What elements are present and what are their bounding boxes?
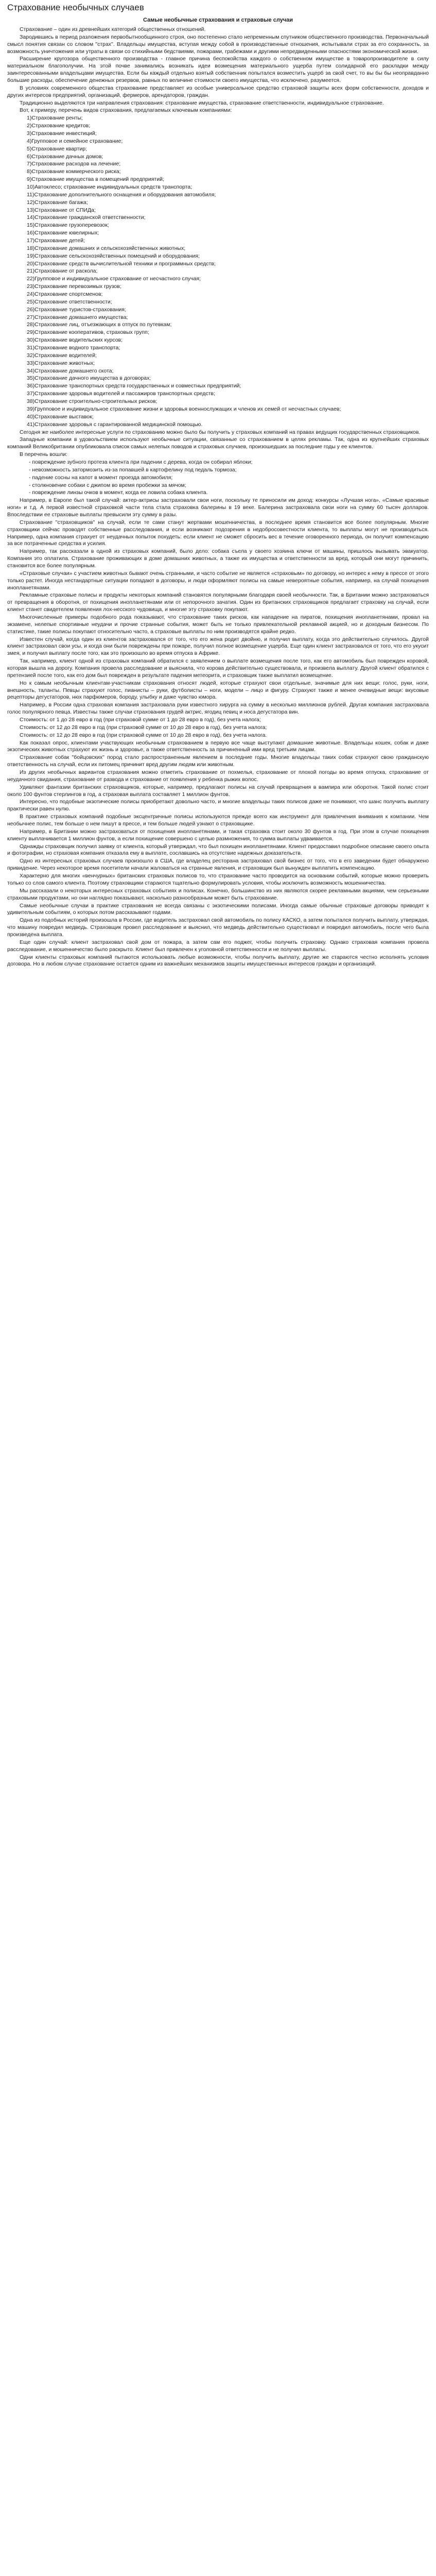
list-item: 13)Страхование от СПИДа; bbox=[27, 207, 96, 213]
list-item: 38)Страхование строительно-строительных рисков; bbox=[27, 398, 158, 405]
list-item: 1)Страхование ренты; bbox=[27, 115, 83, 122]
paragraph: Стоимость: от 1 до 28 евро в год (при страховой сумме от 1 до 28 евро в год), без учета налога; bbox=[20, 717, 261, 723]
paragraph: Еще один случай: клиент застраховал свой дом от пожара, а затем сам его поджег, чтобы получить страховку. Однако страховая компания провела расследование, и мошенничество было раскрыто. Клиент был привлечен к уголовной ответственности и не получил выплаты. bbox=[7, 939, 429, 953]
list-item: 35)Страхование дачного имущества в договорах; bbox=[27, 375, 151, 382]
list-item: 21)Страхование от раскола; bbox=[27, 268, 98, 275]
list-item: 9)Страхование имущества в помещений предприятий; bbox=[27, 176, 164, 183]
paragraph: Мы рассказали о некоторых интересных страховых событиях и полисах. Конечно, большинство из них являются скорее рекламными акциями, чем серьезными страховыми продуктами, но они наглядно показывают, насколько разнообразным может быть страхование. bbox=[7, 887, 429, 901]
list-item: 41)Страхование здоровья с гарантированной медицинской помощью. bbox=[27, 421, 203, 428]
paragraph: Интересно, что подобные экзотические полисы приобретают довольно часто, и многие владельцы таких полисов даже не понимают, что шанс получить выплату практически равен нулю. bbox=[7, 799, 429, 812]
paragraph: Рекламные страховые полисы и продукты некоторых компаний становятся популярными благодаря своей необычности. Так, в Британии можно застраховаться от превращения в оборотня, от похищения инопланетянами или от непорочного зачатия. Один из британских страховщиков предлагает страховку на случай, если клиент станет свидетелем появления лох-несского чудовища, и многие эту страховку покупают. bbox=[7, 592, 429, 613]
list-item: 19)Страхование сельскохозяйственных помещений и оборудования; bbox=[27, 252, 200, 259]
paragraph: Одни клиенты страховых компаний пытаются использовать любые возможности, чтобы получить выплату, другие же стараются честно исполнять условия договора. Но в любом случае страхование остается одним из важнейших механизмов защиты имущественных интересов граждан и организаций. bbox=[7, 954, 429, 968]
sublist-item: - невозможность затормозить из-за попавшей в картофелину под педаль тормоза; bbox=[29, 466, 237, 473]
list-item: 2)Страхование кредитов; bbox=[27, 123, 91, 129]
paragraph: Например, в Британии можно застраховаться от похищения инопланетянами, и такая страховка стоит около 30 фунтов в год. При этом в случае похищения клиенту выплачивается 1 миллион фунтов, а если похищение совершено с целью размножения, то сумма выплаты удваивается. bbox=[7, 828, 429, 842]
list-item: 15)Страхование грузоперевозок; bbox=[27, 222, 109, 229]
document-page bbox=[0, 0, 436, 974]
sublist-item: - столкновение собаки с джипом во время пробежки за мячом; bbox=[29, 482, 186, 488]
sublist-item: - повреждение зубного протеза клиента при падении с дерева, когда он собирал яблоки; bbox=[29, 459, 253, 465]
paragraph: Расширение кругозора общественного производства - главное причина беспокойства каждого о собственном имуществе в товаропроизводителе в силу материальном благополучии. На этой почве занимались возникать идеи возмещения материального ущерба путем солидарной его раскладки между заинтересованными владельцами имущества. Если бы каждый отдельно взятый собственник попытался возместить ущерб за свой счет, то вы бы бы неоправданно большие расходы, обеспечение денежных резервов, равных по величине стоимости своего имущества, что исключено, разумеется. bbox=[7, 56, 429, 83]
list-item: 28)Страхование лиц, отъезжающих в отпуск по путевкам; bbox=[27, 321, 172, 328]
paragraph: Так, например, клиент одной из страховых компаний обратился с заявлением о выплате возмещения после того, как его автомобиль был поврежден коровой, которая вышла на дорогу. Компания провела расследование и выяснила, что корова действительно существовала, и произвела выплату. Другой клиент обратился с претензией после того, как его дом был поврежден в результате падения метеорита, и страховщик также выплатил возмещение. bbox=[7, 658, 429, 679]
list-item: 36)Страхование транспортных средств государственных и совместных предприятий; bbox=[27, 383, 241, 389]
paragraph: Например, в Европе был такой случай: актер-актрисы застраховали свои ноги, поскольку те приносили им доход: конкурсы «Лучшая нога», «Самые красивые ноги» и т.д. А первой известной страховкой части тела стала страховка балерины в 19 веке. Балерина застраховала свои ноги на сумму 60 тысяч долларов. Впоследствии ее страховые выплаты превысили эту сумму в разы. bbox=[7, 497, 429, 518]
list-item: 10)Автоклесо; страхование индивидуальных средств транспорта; bbox=[27, 184, 193, 190]
paragraph: В условиях современного общества страхование представляет из особые универсальное средство страховой защиты всех форм собственности, доходов и других интересов предприятий, организаций, фермеров, арендаторов, граждан. bbox=[7, 84, 429, 98]
list-item: 37)Страхование здоровья водителей и пассажиров транспортных средств; bbox=[27, 391, 215, 397]
list-item: 16)Страхование ювелирных; bbox=[27, 230, 99, 236]
paragraph: Страхование собак "бойцовских" пород стало распространенным явлением в последние годы. Многие владельцы таких собак страхуют свою гражданскую ответственность на случай, если их питомец причинит вред другим людям или животным. bbox=[7, 754, 429, 768]
paragraph: Сегодня же наиболее интересные услуги по страхованию можно было бы получить у страховых компаний на правах ведущих государственных страховщиков. bbox=[20, 429, 421, 435]
paragraph: Удивляют фантазии британских страховщиков, которые, например, предлагают полисы на случай превращения в вампира или оборотня. Такой полис стоит около 100 фунтов стерлингов в год, а страховая выплата составляет 1 миллион фунтов. bbox=[7, 784, 429, 798]
paragraph: Страхование – один из древнейших категорий общественных отношений. bbox=[20, 26, 206, 32]
paragraph: Однажды страховщик получил заявку от клиента, который утверждал, что был похищен инопланетянами. Клиент предоставил подробное описание своего опыта и фотографии, но страховая компания отказала ему в выплате, сославшись на отсутствие надежных доказательств. bbox=[7, 843, 429, 857]
article-subtitle: Самые необычные страхования и страховые случаи bbox=[143, 17, 293, 24]
list-item: 5)Страхование квартир; bbox=[27, 145, 88, 152]
list-item: 11)Страхование дополнительного оснащения и оборудования автомобиля; bbox=[27, 191, 216, 198]
sublist-item: - падение сосны на капот в момент проезда автомобиля; bbox=[29, 474, 173, 481]
paragraph: Зародившись в период разложения первобытнообщинного строя, оно постепенно стало непременным спутником общественного производства. Первоначальный смысл понятия связан со словом "страх". Владельцы имущества, вступая между собой в производственные отношения, испытывали страх за его сохранность, за возможность уничтожения или утраты в связи со стихийными бедствиями, пожарами, грабежами и другими непредвиденными опасностями экономической жизни. bbox=[7, 33, 429, 55]
paragraph: Как показал опрос, клиентами участвующих необычным страхованием в первую все чаще выступают домашние животные. Владельцы кошек, собак и даже экзотических животных страхуют их жизнь и здоровье, а также ответственность за причиненный ими вред третьим лицам. bbox=[7, 739, 429, 753]
paragraph: «Страховые случаи» с участием животных бывают очень странными, и часто событие не является «страховым» по договору, но интерес к нему в прессе от этого только растет. Иногда нестандартные ситуации попадают в договоры, и люди оформляют полисы на самые невероятные события, например, на случай похищения инопланетянами. bbox=[7, 570, 429, 591]
paragraph: Одно из интересных страховых случаев произошло в США, где владелец ресторана застраховал свой бизнес от того, что в его заведении будет обнаружено привидение. Через некоторое время посетители начали жаловаться на странные явления, и страховщик был вынужден выплатить компенсацию. bbox=[7, 858, 429, 872]
list-item: 4)Групповое и семейное страхование; bbox=[27, 138, 123, 144]
paragraph: Одна из подобных историй произошла в России, где водитель застраховал свой автомобиль по полису КАСКО, а затем попытался получить выплату, утверждая, что машину повредил медведь. Страховщик провел расследование и выяснил, что медведь действительно существовал и повредил автомобиль, после чего была произведена выплата. bbox=[7, 917, 429, 938]
paragraph: Характерно для многих «венчурных» британских страховых полисов то, что страхование часто проводится на основании событий, которые можно проверить только со слов самого клиента. Поэтому страховщики стараются тщательно формулировать условия, чтобы исключить возможность мошенничества. bbox=[7, 873, 429, 886]
list-item: 32)Страхование водителей; bbox=[27, 352, 97, 359]
list-item: 26)Страхование туристов-страхования; bbox=[27, 306, 126, 313]
paragraph: Самые необычные случаи в практике страхования не всегда связаны с экзотическими полисами. Иногда самые обычные страховые договоры приводят к удивительным событиям, о которых потом рассказывают годами. bbox=[7, 902, 429, 916]
paragraph: Западные компании в удовольствием используют необычные ситуации, связанные со страхованием в целях рекламы. Так, одна из крупнейших страховых компаний Великобритании опубликовала список самых нелепых поводов и страховых случаев, произошедших за последние годы у ее клиентов. bbox=[7, 436, 429, 450]
paragraph: Страхование "страховщиков" на случай, если те сами станут жертвами мошенничества, в последнее время становится все более популярным. Многие страховщики сейчас проводят собственные расследования, и если возникают подозрения в недобросовестности клиента, то выплаты могут не производиться. Например, одна компания страхует от неудачных попыток похудеть: если клиент не сможет сбросить вес в течение оговоренного периода, он получит компенсацию за все потраченные средства и усилия. bbox=[7, 519, 429, 547]
list-item: 34)Страхование домашнего скота; bbox=[27, 367, 114, 374]
paragraph: Традиционно выделяются три направления страхования: страхование имущества, страхование ответственности, индивидуальное страхование. bbox=[20, 99, 384, 106]
paragraph: Известен случай, когда один из клиентов застраховался от того, что его жена родит двойню, и получил выплату, когда это действительно случилось. Другой клиент застраховал свои усы, и когда они были повреждены при пожаре, получил полное возмещение ущерба. Еще один клиент застраховался от того, что его укусит змея, и получил выплату после того, как это произошло во время отпуска в Африке. bbox=[7, 636, 429, 657]
list-item: 30)Страхование водительских курсов; bbox=[27, 337, 123, 344]
paragraph: Вот, к примеру, перечень видов страхования, предлагаемых ключевым компаниями: bbox=[20, 107, 232, 114]
paragraph: Например, так рассказали в одной из страховых компаний, было дело: собака съела у своего хозяина ключи от машины, пришлось вызывать эвакуатор. Компания это оплатила. Страхование проживающих в доме домашних животных, а также их имущества и ответственности за вред, который они могут причинить, становится все более популярным. bbox=[7, 548, 429, 569]
list-item: 40)Страхование выставок; bbox=[27, 413, 94, 420]
list-item: 3)Страхование инвестиций; bbox=[27, 130, 97, 137]
list-item: 18)Страхование домашних и сельскохозяйственных животных; bbox=[27, 245, 186, 251]
paragraph: Стоимость: от 12 до 28 евро в год (при страховой сумме от 10 до 28 евро в год), без учета налога; bbox=[20, 724, 267, 731]
list-item: 24)Страхование спортсменов; bbox=[27, 291, 103, 298]
article-body bbox=[7, 26, 429, 968]
list-item: 39)Групповое и индивидуальное страхование жизни и здоровья военнослужащих и членов их семей от несчастных случаев; bbox=[27, 405, 341, 412]
paragraph: В практике страховых компаний подобные эксцентричные полисы используются прежде всего как инструмент для привлечения внимания к компании. Чем необычнее полис, тем больше о нем пишут в прессе, и тем больше людей узнают о страховщике. bbox=[7, 814, 429, 827]
list-item: 8)Страхование коммерческого риска; bbox=[27, 168, 121, 175]
sublist-item: - повреждение линзы очков в момент, когда ее ловила собака клиента. bbox=[29, 489, 208, 496]
paragraph: Стоимость: от 12 до 28 евро в год (при страховой сумме от 10 до 28 евро в год), без учета налога. bbox=[20, 732, 267, 738]
list-item: 23)Страхование перевозимых грузов; bbox=[27, 283, 121, 290]
list-item: 31)Страхование водного транспорта; bbox=[27, 345, 120, 351]
list-item: 25)Страхование ответственности; bbox=[27, 298, 112, 305]
list-item: 33)Страхование животных; bbox=[27, 360, 95, 366]
list-item: 7)Страхование расходов на лечение; bbox=[27, 161, 121, 167]
list-item: 17)Страхование детей; bbox=[27, 238, 85, 244]
list-item: 12)Страхование багажа; bbox=[27, 199, 88, 206]
list-item: 6)Страхование дачных домов; bbox=[27, 153, 103, 160]
paragraph: В перечень вошли: bbox=[20, 451, 67, 458]
paragraph: Многочисленные примеры подобного рода показывают, что страхование таких рисков, как нападение на пиратов, похищения инопланетянами, провал на экзамене, нелепые спортивные неудачи и прочие странные события, может быть не только привлекательной рекламной акцией, но и доходным бизнесом. По статистике, такие полисы покупают относительно часто, а страховые выплаты по ним производятся крайне редко. bbox=[7, 614, 429, 635]
list-item: 29)Страхование кооперативов, страховых групп; bbox=[27, 329, 149, 336]
list-item: 14)Страхование гражданской ответственности; bbox=[27, 214, 146, 221]
paragraph: Из других необычных вариантов страхования можно отметить страхование от похмелья, страхование от плохой погоды во время отпуска, страхование от неудачного свидания, страхование от развода и страхование от появления у ребенка рыжих волос. bbox=[7, 769, 429, 783]
page-title: Страхование необычных случаев bbox=[7, 3, 144, 12]
paragraph: Но к самым необычным клиентам-участникам страхования относят людей, которые страхуют свои отдельные, значимые для них вещи: голос, руки, ноги, внешность, таланты. Певцы страхуют голос, пианисты – руки, футболисты – ноги, модели – лицо и фигуру. Страхуют также и менее очевидные вещи: вкусовые рецепторы дегустаторов, нюх парфюмеров, бороду, улыбку и даже чувство юмора. bbox=[7, 680, 429, 701]
list-item: 22)Групповое и индивидуальное страхование от несчастного случая; bbox=[27, 276, 201, 282]
list-item: 27)Страхование домашнего имущества; bbox=[27, 314, 128, 320]
list-item: 20)Страхование средств вычислительной техники и программных средств; bbox=[27, 260, 216, 267]
paragraph: Например, в России одна страховая компания застраховала руки известного хирурга на сумму в несколько миллионов рублей. Другая компания застраховала голос популярного певца. Известны также случаи страхования грудей актрис, ягодиц певиц и носа дегустатора вин. bbox=[7, 702, 429, 716]
